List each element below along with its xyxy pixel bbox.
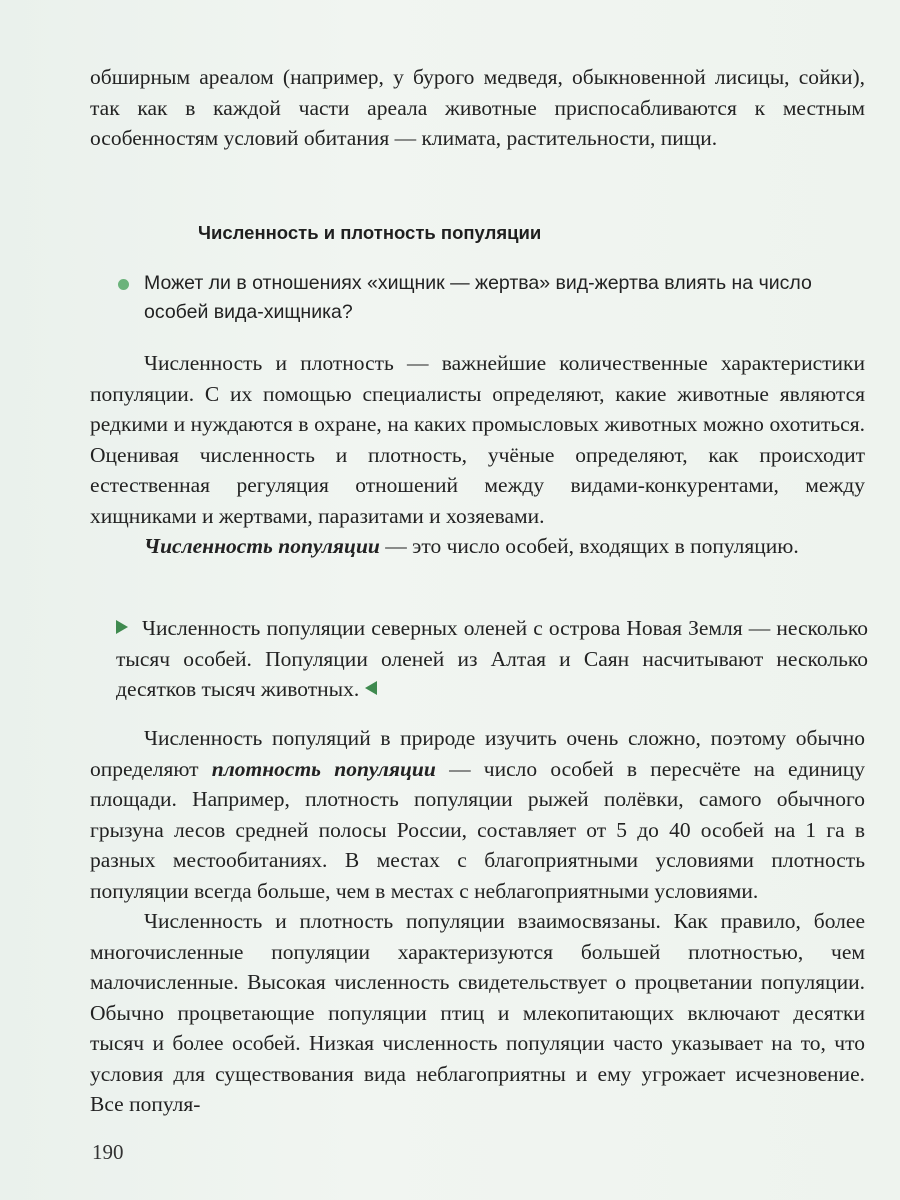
paragraph-3-text: Численность и плотность популяции взаимосвязаны. Как правило, более многочисленные популяции характеризуются большей плотностью, чем малочисленные. Высокая численность свидетельствует о процветании популяции. Обычно процветающие популяции птиц и млекопитающих включают десятки тысяч и более особей. Низкая численность популяции часто указывает на то, что условия для существования вида неблагоприятны и ему угрожает исчезновение. Все популя- (90, 909, 865, 1116)
section-title: Численность и плотность популяции (198, 222, 542, 243)
paragraph-2-text (90, 723, 865, 906)
page-number: 190 (92, 1140, 124, 1164)
paragraph-2-rest: — число особей в пересчёте на единицу площади. Например, плотность популяции рыжей полёвки, самого обычного грызуна лесов средней полосы России, составляет от 5 до 40 особей на 1 га в разных местообитаниях. В местах с благоприятными условиями плотность популяции всегда больше, чем в местах с неблагоприятными условиями. (90, 756, 865, 903)
paragraph-1 (90, 348, 865, 562)
paragraph-2-start: Численность популяций в природе изучить очень сложно, поэтому обычно определяют (90, 726, 865, 781)
paragraph-1-text: Численность и плотность — важнейшие количественные характеристики популяции. С их помощью специалисты определяют, какие животные являются редкими и нуждаются в охране, на каких промысловых животных можно охотиться. Оценивая численность и плотность, учёные определяют, как происходит естественная регуляция отношений между видами-конкурентами, между хищниками и жертвами, паразитами и хозяевами. (90, 351, 865, 528)
question-text: Может ли в отношениях «хищник — жертва» вид-жертва влиять на число особей вида-хищника? (144, 272, 812, 323)
definition-numbers-text: — это число особей, входящих в популяцию. (379, 534, 799, 558)
term-numbers: Численность популяции (144, 534, 380, 558)
example-text: Численность популяции северных оленей с острова Новая Земля — несколько тысяч особей. Популяции оленей из Алтая и Саян насчитывают несколько десятков тысяч животных. (116, 616, 868, 701)
paragraph-2 (90, 723, 865, 1120)
definition-numbers (90, 531, 865, 562)
triangle-left-icon (365, 681, 377, 695)
triangle-right-icon (116, 620, 128, 634)
question-block (118, 269, 868, 327)
example-block (116, 613, 868, 705)
intro-text: обширным ареалом (например, у бурого медведя, обыкновенной лисицы, сойки), так как в каждой части ареала животные приспосабливаются к местным особенностям условий обитания — климата, растительности, пищи. (90, 65, 865, 150)
intro-paragraph (90, 62, 865, 154)
green-dot-icon (118, 279, 129, 290)
term-density: плотность популяции (211, 756, 436, 781)
